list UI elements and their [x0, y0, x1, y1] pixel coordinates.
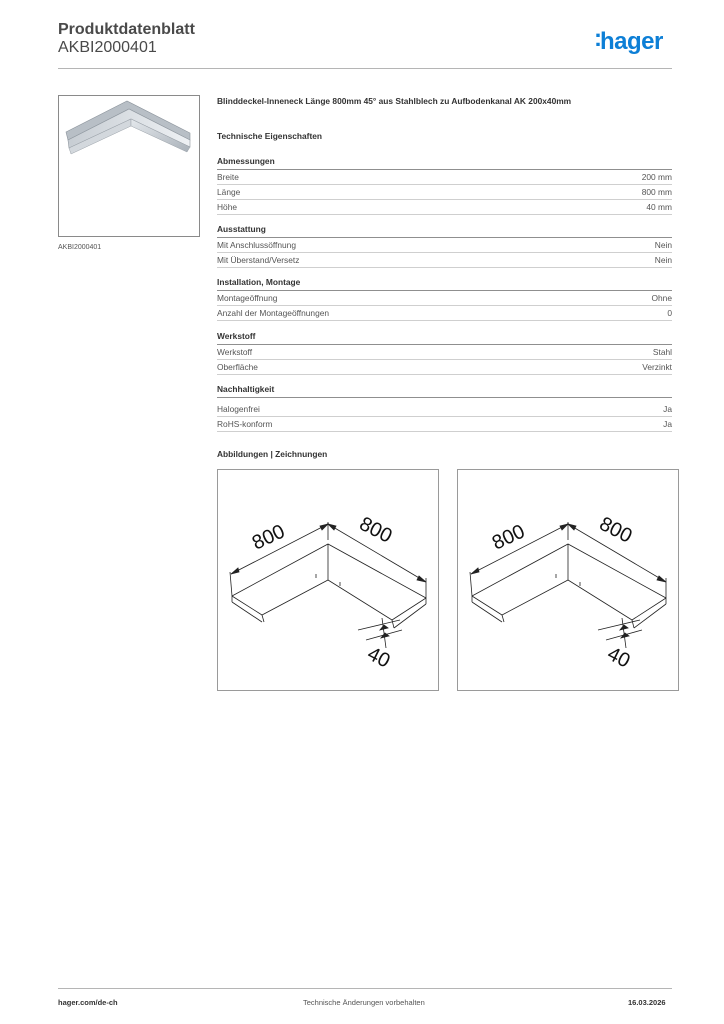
section-heading-ausstattung: Ausstattung [217, 224, 672, 238]
technical-drawing-1 [217, 469, 439, 691]
footer-date: 16.03.2026 [628, 998, 666, 1007]
row-label: Breite [217, 172, 239, 182]
table-row [217, 306, 672, 321]
row-value: Verzinkt [642, 362, 672, 372]
images-heading: Abbildungen | Zeichnungen [217, 449, 328, 459]
footer-notice: Technische Änderungen vorbehalten [303, 998, 425, 1007]
row-label: Länge [217, 187, 241, 197]
row-value: Ohne [651, 293, 672, 303]
dimension-label-height: 40 [603, 642, 634, 673]
row-value: 0 [667, 308, 672, 318]
table-row [217, 253, 672, 268]
tech-properties-heading: Technische Eigenschaften [217, 131, 323, 141]
table-row [217, 200, 672, 215]
row-value: Ja [663, 419, 672, 429]
dimension-label-left: 800 [248, 520, 289, 555]
table-row [217, 291, 672, 306]
product-photo-icon [59, 96, 199, 236]
product-image-caption: AKBI2000401 [58, 244, 102, 251]
row-label: Halogenfrei [217, 404, 260, 414]
product-code: AKBI2000401 [58, 39, 157, 56]
table-row [217, 170, 672, 185]
section-heading-nachhaltigkeit: Nachhaltigkeit [217, 384, 672, 398]
section-heading-abmessungen: Abmessungen [217, 156, 672, 170]
table-row [217, 417, 672, 432]
row-label: Höhe [217, 202, 238, 212]
page-title: Produktdatenblatt [58, 21, 195, 38]
product-description: Blinddeckel-Inneneck Länge 800mm 45° aus Stahlblech zu Aufbodenkanal AK 200x40mm [217, 96, 572, 106]
row-value: Nein [654, 255, 672, 265]
dimension-label-left: 800 [488, 520, 529, 555]
row-label: Werkstoff [217, 347, 253, 357]
corner-cover-drawing-icon [458, 470, 678, 690]
footer-divider [58, 988, 672, 989]
section-heading-werkstoff: Werkstoff [217, 331, 672, 345]
footer-website-link[interactable]: hager.com/de-ch [58, 998, 118, 1007]
row-value: 800 mm [641, 187, 672, 197]
row-value: Ja [663, 404, 672, 414]
technical-drawing-2 [457, 469, 679, 691]
row-label: Mit Überstand/Versetz [217, 255, 300, 265]
table-row [217, 238, 672, 253]
row-value: 40 mm [646, 202, 672, 212]
hager-logo [594, 25, 663, 56]
table-row [217, 402, 672, 417]
dimension-label-right: 800 [355, 512, 396, 548]
row-label: Oberfläche [217, 362, 258, 372]
table-row [217, 345, 672, 360]
row-label: Anzahl der Montageöffnungen [217, 308, 330, 318]
row-label: Montageöffnung [217, 293, 278, 303]
header-divider [58, 68, 672, 69]
section-heading-installation: Installation, Montage [217, 277, 672, 291]
row-label: RoHS-konform [217, 419, 273, 429]
logo-colon-icon: : [594, 25, 602, 52]
row-value: Stahl [652, 347, 672, 357]
table-row [217, 185, 672, 200]
row-value: 200 mm [641, 172, 672, 182]
dimension-label-height: 40 [363, 642, 394, 673]
row-label: Mit Anschlussöffnung [217, 240, 296, 250]
table-row [217, 360, 672, 375]
corner-cover-drawing-icon [218, 470, 438, 690]
product-image [58, 95, 200, 237]
dimension-label-right: 800 [595, 512, 636, 548]
row-value: Nein [654, 240, 672, 250]
logo-text: hager [600, 28, 663, 55]
